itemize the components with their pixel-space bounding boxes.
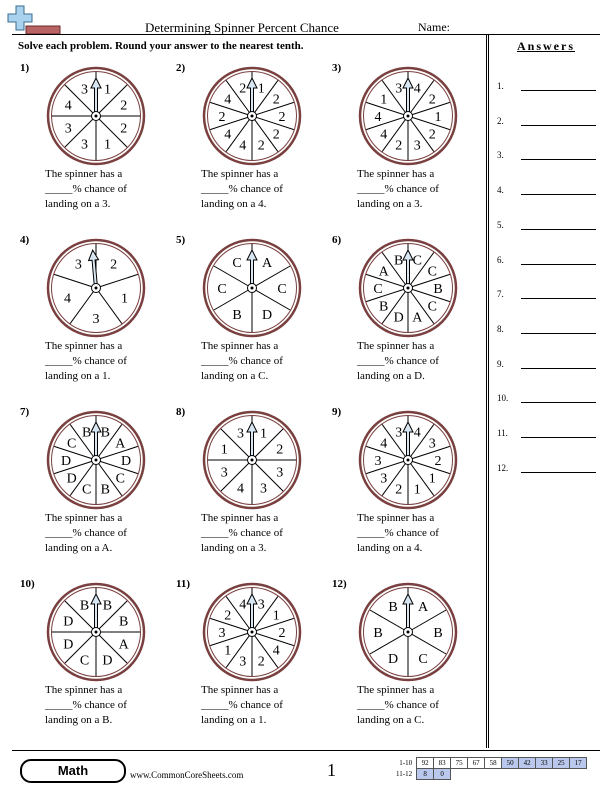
instructions: Solve each problem. Round your answer to the nearest tenth.: [18, 40, 304, 52]
spinner-label: B: [119, 614, 129, 630]
problem-text-line: The spinner has a: [201, 168, 279, 180]
spinner-label: 4: [237, 481, 245, 497]
problem-number: 5): [176, 234, 186, 246]
site-url: www.CommonCoreSheets.com: [130, 770, 244, 780]
spinner-label: 4: [380, 436, 388, 452]
score-cell: 8: [417, 769, 434, 780]
page-number: 1: [327, 760, 336, 780]
answer-blank[interactable]: [521, 194, 596, 195]
answer-number: 12.: [497, 462, 509, 473]
spinner-label: B: [373, 626, 383, 641]
spinner-label: 1: [434, 110, 442, 125]
score-cell: 0: [434, 769, 451, 780]
spinner-label: C: [217, 282, 227, 297]
spinner-label: 4: [413, 425, 421, 441]
spinner-label: 1: [220, 442, 228, 458]
spinner-label: 3: [374, 454, 382, 469]
spinner-label: C: [79, 653, 90, 669]
spinner-label: A: [378, 264, 389, 280]
problem-text-line: _____% chance of: [357, 699, 439, 711]
answer-row: [497, 255, 597, 269]
spinner-label: 2: [224, 608, 232, 624]
spinner-label: 3: [276, 465, 284, 481]
spinner-label: B: [433, 282, 443, 297]
problem-text: [45, 339, 127, 384]
spinner-label: 4: [224, 92, 232, 108]
spinner-label: B: [100, 482, 110, 498]
problem-text-line: landing on a 1.: [45, 370, 111, 382]
problem-text-line: _____% chance of: [201, 183, 283, 195]
spinner: [357, 581, 459, 683]
spinner-label: B: [100, 425, 110, 441]
spinner-label: 4: [272, 643, 280, 659]
answer-row: [497, 289, 597, 303]
plus-logo-icon: [6, 4, 62, 36]
spinner-label: 2: [257, 654, 265, 670]
spinner-label: 1: [380, 92, 388, 108]
spinner-label: B: [394, 253, 404, 269]
problem-text-line: The spinner has a: [45, 684, 123, 696]
score-cell: 58: [485, 758, 502, 769]
spinner-label: A: [261, 256, 273, 272]
spinner-label: 3: [395, 81, 403, 97]
answer-number: 2.: [497, 115, 504, 126]
footer-rule: [12, 750, 600, 751]
problem-number: 11): [176, 578, 191, 590]
problem-text: [201, 683, 283, 728]
spinner-label: 4: [224, 127, 232, 143]
spinner-label: C: [427, 299, 437, 315]
spinner: [45, 409, 147, 511]
spinner-label: 3: [428, 436, 436, 452]
spinner-label: 2: [272, 92, 280, 108]
problem-number: 12): [332, 578, 347, 590]
math-badge: Math: [20, 759, 126, 783]
spinner: [201, 581, 303, 683]
spinner-label: 3: [81, 82, 89, 98]
score-table: [394, 757, 587, 780]
problem-text-line: landing on a D.: [357, 370, 425, 382]
spinner-label: C: [427, 264, 437, 280]
problem-text: [357, 339, 439, 384]
score-row-label: 1-10: [399, 759, 413, 767]
spinner-label: 2: [120, 121, 128, 137]
score-cell: 92: [417, 758, 434, 769]
spinner-label: 1: [224, 643, 232, 659]
spinner-label: C: [373, 282, 383, 297]
answer-blank[interactable]: [521, 368, 596, 369]
problem-text-line: The spinner has a: [201, 684, 279, 696]
answer-row: [497, 428, 597, 442]
spinner-label: 2: [120, 98, 128, 114]
spinner-label: D: [63, 637, 74, 653]
score-row: [394, 758, 587, 769]
answer-row: [497, 220, 597, 234]
spinner-label: 3: [237, 426, 245, 442]
spinner: [201, 409, 303, 511]
spinner-label: 3: [81, 137, 89, 153]
problem-text-line: The spinner has a: [201, 340, 279, 352]
spinner-label: 4: [239, 597, 247, 613]
spinner-label: 2: [110, 257, 118, 273]
answer-row: [497, 393, 597, 407]
spinner-label: 2: [395, 482, 403, 498]
spinner-label: 2: [239, 81, 247, 97]
problem-text-line: landing on a 3.: [357, 198, 423, 210]
answer-blank[interactable]: [521, 90, 596, 91]
answer-number: 6.: [497, 254, 504, 265]
score-cell: 25: [553, 758, 570, 769]
answer-row: [497, 359, 597, 373]
problem-text-line: _____% chance of: [45, 699, 127, 711]
spinner-label: 4: [413, 81, 421, 97]
spinner-label: 1: [103, 82, 111, 98]
spinner-label: A: [115, 436, 126, 452]
spinner-label: D: [66, 471, 77, 487]
problem-text-line: landing on a B.: [45, 714, 113, 726]
spinner-label: C: [67, 436, 77, 452]
spinner-label: 4: [380, 127, 388, 143]
spinner-label: A: [417, 600, 429, 616]
spinner-label: B: [82, 425, 92, 441]
problem-text-line: The spinner has a: [357, 684, 435, 696]
spinner-label: D: [261, 307, 273, 323]
problem-text-line: landing on a C.: [357, 714, 425, 726]
spinner-label: 1: [257, 81, 265, 97]
problem-text: [45, 167, 127, 212]
score-cell: 67: [468, 758, 485, 769]
problem-text: [201, 167, 283, 212]
spinner-label: D: [120, 454, 132, 469]
problem-number: 8): [176, 406, 186, 418]
spinner-label: D: [102, 653, 113, 669]
problem-text-line: _____% chance of: [357, 355, 439, 367]
problem-text-line: landing on a C.: [201, 370, 269, 382]
spinner-label: 2: [278, 626, 286, 641]
answer-number: 9.: [497, 358, 504, 369]
answers-panel: [486, 34, 603, 748]
answer-number: 4.: [497, 185, 504, 196]
page-title: Determining Spinner Percent Chance: [145, 20, 339, 35]
answer-row: [497, 463, 597, 477]
answer-number: 11.: [497, 428, 508, 438]
spinner-label: 1: [259, 426, 267, 442]
problem-number: 2): [176, 62, 186, 74]
score-cell: 17: [570, 758, 587, 769]
answer-row: [497, 81, 597, 95]
answer-blank[interactable]: [521, 264, 596, 265]
spinner-label: 2: [272, 127, 280, 143]
spinner-label: 3: [92, 312, 100, 327]
answer-number: 10.: [497, 393, 509, 404]
problem-number: 6): [332, 234, 342, 246]
problem-text-line: The spinner has a: [45, 168, 123, 180]
answer-number: 5.: [497, 219, 504, 230]
problem-text-line: The spinner has a: [45, 340, 123, 352]
problem-text-line: _____% chance of: [201, 527, 283, 539]
spinner: [45, 237, 147, 339]
spinner-label: B: [388, 600, 398, 616]
spinner-label: A: [412, 310, 423, 326]
spinner-label: B: [102, 598, 113, 614]
spinner: [45, 65, 147, 167]
spinner-label: 3: [64, 121, 72, 137]
spinner-label: 2: [434, 454, 442, 469]
answer-row: [497, 116, 597, 130]
problem-text-line: landing on a 4.: [201, 198, 267, 210]
spinner-label: C: [412, 253, 422, 269]
answer-number: 1.: [497, 81, 504, 91]
spinner-label: 1: [121, 291, 129, 307]
spinner-label: 3: [395, 425, 403, 441]
spinner-label: 4: [374, 110, 382, 125]
spinner-label: B: [79, 598, 90, 614]
spinner-label: 3: [218, 626, 226, 641]
answer-number: 8.: [497, 323, 504, 334]
answer-blank[interactable]: [521, 437, 596, 438]
spinner: [357, 237, 459, 339]
score-cell: 42: [519, 758, 536, 769]
problem-number: 10): [20, 578, 35, 590]
spinner-label: 2: [276, 442, 284, 458]
answer-blank[interactable]: [521, 472, 596, 473]
spinner-label: 1: [103, 137, 111, 153]
problem-text-line: _____% chance of: [201, 355, 283, 367]
spinner-label: 3: [74, 257, 82, 273]
spinner-label: 1: [272, 608, 280, 624]
spinner-label: 2: [218, 110, 226, 125]
spinner: [201, 65, 303, 167]
spinner: [45, 581, 147, 683]
spinner-label: 4: [64, 98, 72, 114]
spinner-label: C: [232, 256, 242, 272]
problem-text: [357, 167, 439, 212]
spinner-label: 1: [413, 482, 421, 498]
answers-title: Answers: [517, 39, 575, 53]
score-row-label: 11-12: [396, 770, 413, 778]
spinner-label: C: [82, 482, 92, 498]
answer-number: 3.: [497, 150, 504, 161]
problem-text-line: _____% chance of: [357, 527, 439, 539]
problem-number: 7): [20, 406, 30, 418]
problem-number: 4): [20, 234, 30, 246]
spinner-label: 2: [278, 110, 286, 125]
score-cell: 75: [451, 758, 468, 769]
spinner-label: 2: [428, 92, 436, 108]
problem-text-line: landing on a 3.: [201, 542, 267, 554]
spinner: [357, 65, 459, 167]
problem-text-line: The spinner has a: [357, 168, 435, 180]
spinner-label: 3: [380, 471, 388, 487]
spinner-label: D: [387, 651, 399, 667]
spinner-label: C: [418, 651, 428, 667]
answer-row: [497, 324, 597, 338]
spinner-label: 1: [428, 471, 436, 487]
answer-blank[interactable]: [521, 159, 596, 160]
spinner-label: A: [118, 637, 129, 653]
score-cell: 50: [502, 758, 519, 769]
problem-text-line: _____% chance of: [45, 527, 127, 539]
spinner-label: D: [393, 310, 404, 326]
score-cell: 83: [434, 758, 451, 769]
answer-blank[interactable]: [521, 402, 596, 403]
problem-text-line: _____% chance of: [45, 355, 127, 367]
problem-number: 3): [332, 62, 342, 74]
spinner-label: 3: [220, 465, 228, 481]
problem-text-line: The spinner has a: [45, 512, 123, 524]
spinner-label: D: [60, 454, 72, 469]
spinner-label: B: [379, 299, 389, 315]
answer-row: [497, 185, 597, 199]
problem-text-line: landing on a 4.: [357, 542, 423, 554]
answer-blank[interactable]: [521, 229, 596, 230]
answer-row: [497, 150, 597, 164]
spinner-label: 2: [428, 127, 436, 143]
answer-blank[interactable]: [521, 298, 596, 299]
answer-blank[interactable]: [521, 125, 596, 126]
spinner-label: 3: [413, 138, 421, 154]
spinner-label: C: [115, 471, 125, 487]
answer-blank[interactable]: [521, 333, 596, 334]
problem-text: [45, 683, 127, 728]
spinner-label: 4: [63, 291, 71, 307]
spinner-label: 3: [257, 597, 265, 613]
problem-text-line: _____% chance of: [357, 183, 439, 195]
problem-text: [357, 511, 439, 556]
score-cell: 33: [536, 758, 553, 769]
spinner: [201, 237, 303, 339]
problem-text: [201, 511, 283, 556]
spinner-label: 4: [239, 138, 247, 154]
problem-text-line: _____% chance of: [45, 183, 127, 195]
spinner-label: D: [63, 614, 74, 630]
problem-text-line: The spinner has a: [201, 512, 279, 524]
spinner-label: 2: [257, 138, 265, 154]
problem-text: [357, 683, 439, 728]
spinner: [357, 409, 459, 511]
spinner-label: B: [433, 626, 443, 641]
spinner-label: 3: [259, 481, 267, 497]
spinner-label: 3: [239, 654, 247, 670]
problem-text-line: The spinner has a: [357, 512, 435, 524]
problem-text: [45, 511, 127, 556]
name-label: Name:: [418, 20, 450, 34]
problem-text-line: The spinner has a: [357, 340, 435, 352]
problem-text-line: landing on a 3.: [45, 198, 111, 210]
problem-text-line: landing on a A.: [45, 542, 113, 554]
spinner-label: 2: [395, 138, 403, 154]
spinner-label: C: [277, 282, 287, 297]
problem-text-line: landing on a 1.: [201, 714, 267, 726]
score-row: [394, 769, 587, 780]
problem-text-line: _____% chance of: [201, 699, 283, 711]
problem-number: 9): [332, 406, 342, 418]
problem-text: [201, 339, 283, 384]
problem-number: 1): [20, 62, 30, 74]
answer-number: 7.: [497, 289, 504, 300]
spinner-label: B: [232, 307, 242, 323]
